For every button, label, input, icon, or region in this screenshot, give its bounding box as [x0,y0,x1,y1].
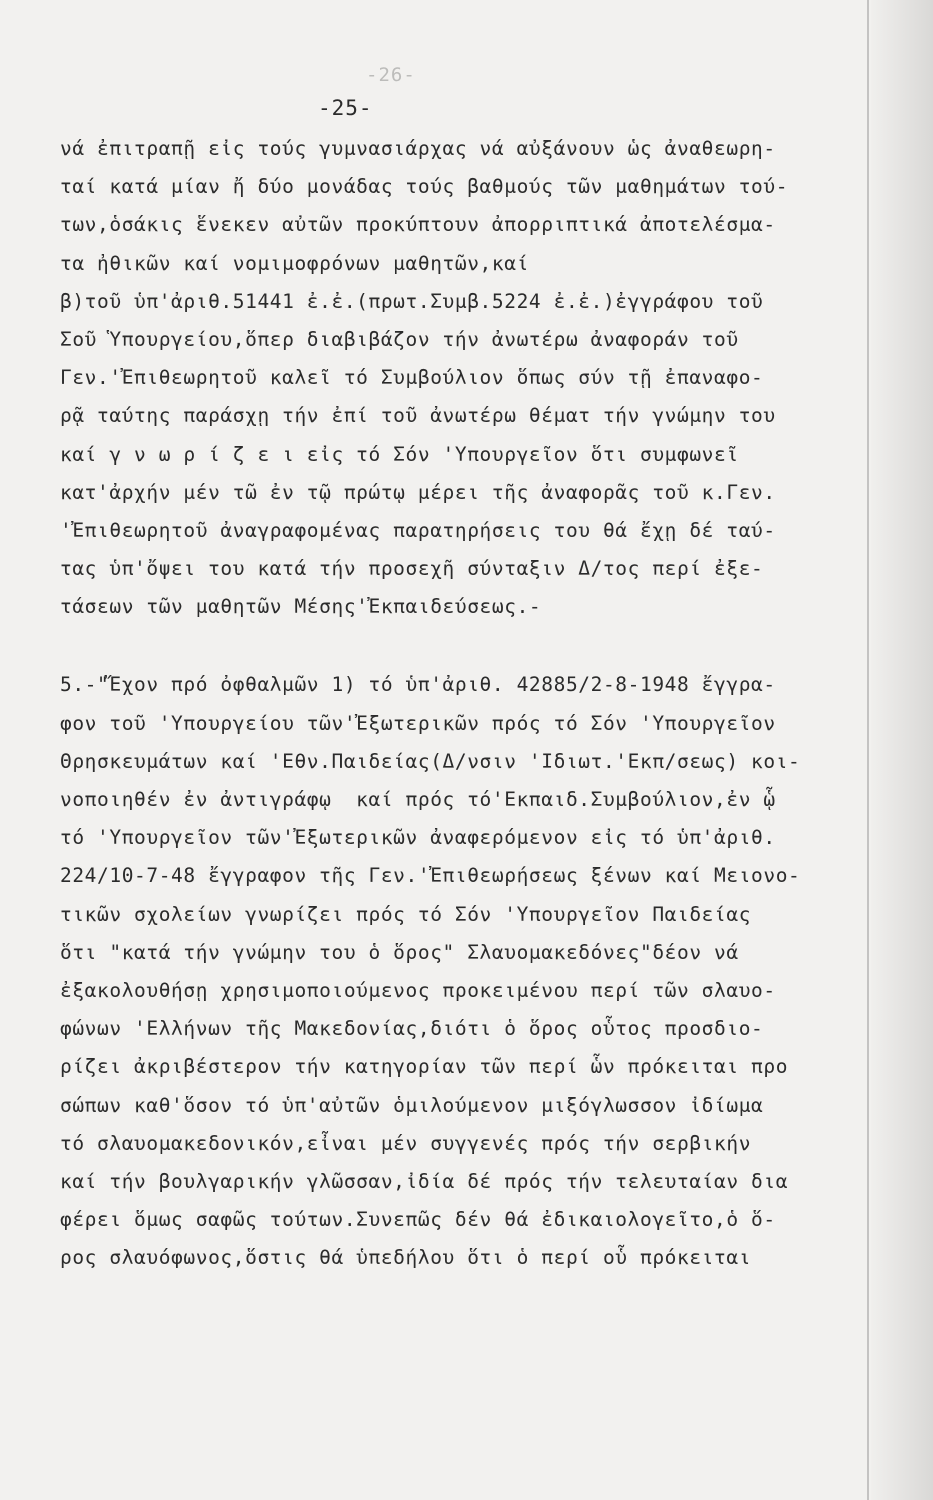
text-line: τας ὑπ'ὄψει του κατά τήν προσεχῆ σύνταξιν Δ/τος περί ἐξε- [60,557,764,581]
text-line: τό σλαυομακεδονικόν,εἶναι μέν συγγενές πρός τήν σερβικήν [60,1131,752,1155]
document-body [60,130,850,1277]
text-line: ταί κατά μίαν ἤ δύο μονάδας τούς βαθμούς τῶν μαθημάτων τού- [60,175,789,199]
text-line: Σοῦ Ὑπουργείου,ὅπερ διαβιβάζον τήν ἀνωτέρω ἀναφοράν τοῦ [60,327,739,351]
text-line: κατ'ἀρχήν μέν τῶ ἐν τῷ πρώτῳ μέρει τῆς ἀναφορᾶς τοῦ κ.Γεν. [60,480,776,504]
text-line: ρᾷ ταύτης παράσχῃ τήν ἐπί τοῦ ἀνωτέρω θέματ τήν γνώμην του [60,404,776,428]
text-line: φέρει ὅμως σαφῶς τούτων.Συνεπῶς δέν θά ἐδικαιολογεῖτο,ὁ ὅ- [60,1208,776,1232]
paragraph-gap [60,626,850,666]
text-line: 'Ἐπιθεωρητοῦ ἀναγραφομένας παρατηρήσεις του θά ἔχῃ δέ ταύ- [60,518,776,542]
text-line: ρος σλαυόφωνος,ὅστις θά ὑπεδήλου ὅτι ὁ περί οὗ πρόκειται [60,1246,752,1270]
text-line: τό 'Υπουργεῖον τῶν'Ἐξωτερικῶν ἀναφερόμενον εἰς τό ὑπ'ἀριθ. [60,826,776,850]
text-line: 224/10-7-48 ἔγγραφον τῆς Γεν.'Ἐπιθεωρήσεως ξένων καί Μειονο- [60,864,801,888]
text-line: 5.-"Ἔχον πρό ὀφθαλμῶν 1) τό ὑπ'ἀριθ. 42885/2-8-1948 ἔγγρα- [60,673,776,697]
text-line: Θρησκευμάτων καί 'Εθν.Παιδείας(Δ/νσιν 'Ιδιωτ.'Εκπ/σεως) κοι- [60,749,801,773]
text-line: β)τοῦ ὑπ'ἀριθ.51441 ἐ.ἐ.(πρωτ.Συμβ.5224 ἐ.ἐ.)ἐγγράφου τοῦ [60,289,764,313]
text-line: των,ὁσάκις ἕνεκεν αὐτῶν προκύπτουν ἀπορριπτικά ἀποτελέσμα- [60,213,776,237]
text-line: τικῶν σχολείων γνωρίζει πρός τό Σόν 'Υπουργεῖον Παιδείας [60,902,752,926]
bleed-through-page-number: -26- [366,64,416,86]
scan-edge-line [867,0,869,1500]
text-line: καί τήν βουλγαρικήν γλῶσσαν,ἰδία δέ πρός τήν τελευταίαν δια [60,1169,789,1193]
text-line: ἐξακολουθήσῃ χρησιμοποιούμενος προκειμένου περί τῶν σλαυο- [60,978,776,1002]
paragraph-1 [60,130,850,626]
page-number: -25- [318,96,373,120]
paragraph-2 [60,666,850,1277]
text-line: φον τοῦ 'Υπουργείου τῶν'Ἐξωτερικῶν πρός τό Σόν 'Υπουργεῖον [60,711,776,735]
text-line: Γεν.'Ἐπιθεωρητοῦ καλεῖ τό Συμβούλιον ὅπως σύν τῇ ἐπαναφο- [60,366,764,390]
text-line: ὅτι "κατά τήν γνώμην του ὁ ὅρος" Σλαυομακεδόνες"δέον νά [60,940,739,964]
text-line: νοποιηθέν ἐν ἀντιγράφῳ καί πρός τό'Εκπαιδ.Συμβούλιον,ἐν ᾧ [60,788,776,811]
text-line: τα ἠθικῶν καί νομιμοφρόνων μαθητῶν,καί [60,251,529,275]
scan-edge-shadow [871,0,933,1500]
text-line: τάσεων τῶν μαθητῶν Μέσης'Ἐκπαιδεύσεως.- [60,595,542,619]
text-line: ρίζει ἀκριβέστερον τήν κατηγορίαν τῶν περί ὧν πρόκειται προ [60,1055,789,1079]
text-line: νά ἐπιτραπῇ εἰς τούς γυμνασιάρχας νά αὐξάνουν ὡς ἀναθεωρη- [60,137,776,160]
text-line: σώπων καθ'ὅσον τό ὑπ'αὐτῶν ὁμιλούμενον μιξόγλωσσον ἰδίωμα [60,1093,764,1117]
text-line: καί γ ν ω ρ ί ζ ε ι εἰς τό Σόν 'Υπουργεῖον ὅτι συμφωνεῖ [60,442,739,466]
text-line: φώνων 'Ελλήνων τῆς Μακεδονίας,διότι ὁ ὅρος οὗτος προσδιο- [60,1017,764,1041]
